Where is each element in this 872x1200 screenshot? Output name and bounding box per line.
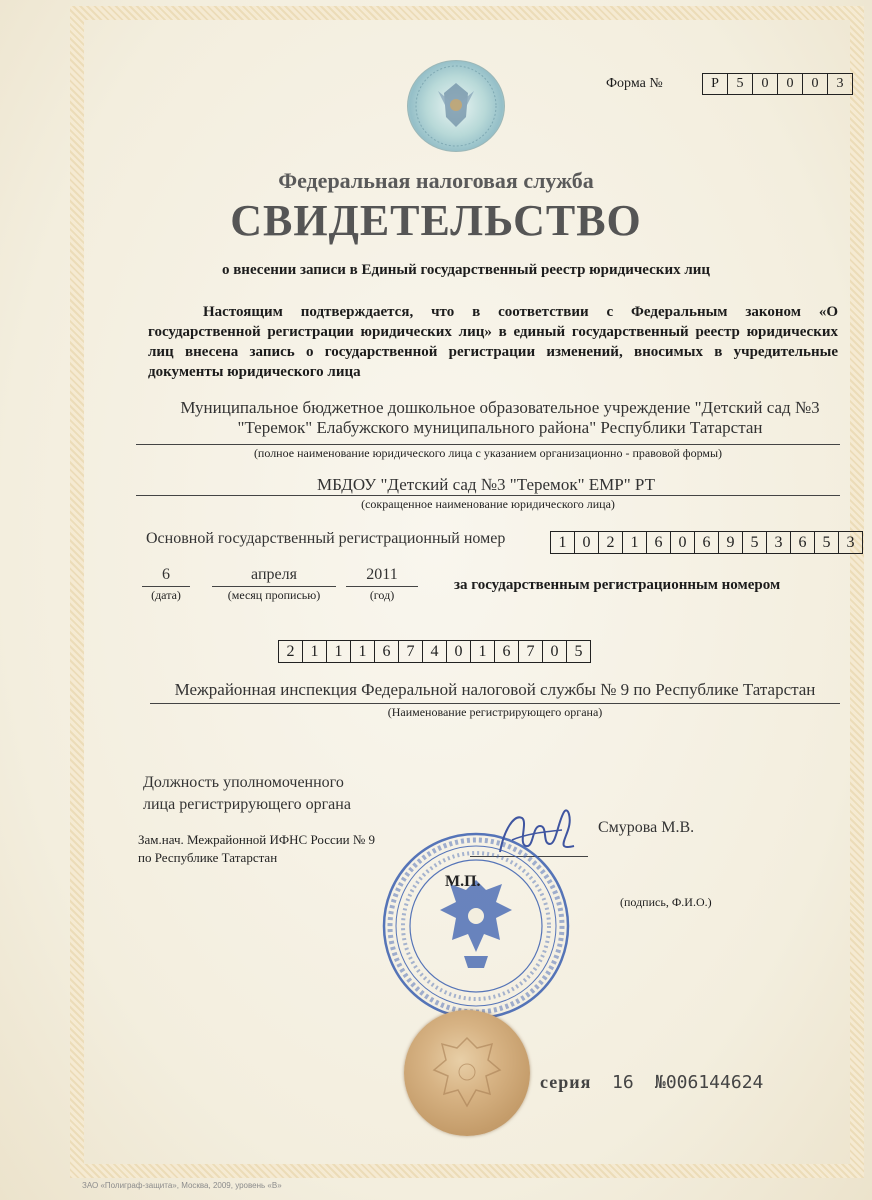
ogrn-digit: 2 — [599, 532, 623, 553]
grn-digit: 6 — [375, 641, 399, 662]
date-day: 6 — [162, 566, 170, 583]
signature-caption: (подпись, Ф.И.О.) — [620, 895, 712, 909]
grn-digit: 2 — [279, 641, 303, 662]
position-name-line1: Зам.нач. Межрайонной ИФНС России № 9 — [138, 832, 376, 847]
full-name-line2: "Теремок" Елабужского муниципального района" Республики Татарстан — [237, 418, 763, 437]
serial-number: №006144624 — [655, 1072, 764, 1093]
certification-text: Настоящим подтверждается, что в соответствии с Федеральным законом «О государственной регистрации юридических лиц» в единый государственный реестр юридических лиц внесена запись о государственной регистрации изменений, вносимых в учредительные документы юридического лица — [148, 304, 838, 380]
ogrn-digit: 6 — [791, 532, 815, 553]
serial-series: 16 — [612, 1072, 634, 1093]
form-code-char: 5 — [728, 74, 753, 94]
document-subtitle: о внесении записи в Единый государственный реестр юридических лиц — [221, 262, 711, 278]
service-name: Федеральная налоговая служба — [278, 168, 594, 193]
grn-digit: 0 — [543, 641, 567, 662]
full-name-line1: Муниципальное бюджетное дошкольное образовательное учреждение "Детский сад №3 — [180, 398, 820, 417]
ogrn-digit: 3 — [846, 533, 855, 551]
authority-caption: (Наименование регистрирующего органа) — [387, 705, 603, 719]
ogrn-digit: 6 — [695, 532, 719, 553]
date-month-caption: (месяц прописью) — [227, 588, 321, 602]
form-code-box — [702, 73, 853, 95]
signature-scribble-icon — [492, 800, 582, 870]
date-day-caption: (дата) — [151, 588, 181, 602]
full-name — [150, 398, 850, 438]
document-title: СВИДЕТЕЛЬСТВО — [230, 196, 642, 245]
date-year: 2011 — [366, 566, 398, 583]
ogrn-digit: 5 — [815, 532, 839, 553]
signer-name: Смурова М.В. — [598, 819, 695, 836]
grn-digit: 5 — [574, 642, 583, 660]
form-code-char: Р — [703, 74, 728, 94]
form-code-char: 0 — [803, 74, 828, 94]
grn-digit: 0 — [447, 641, 471, 662]
ogrn-label: Основной государственный регистрационный номер — [146, 530, 506, 547]
gold-seal-icon — [404, 1010, 530, 1136]
serial-label: серия — [540, 1072, 592, 1092]
date-month: апреля — [251, 566, 297, 583]
grn-digit: 1 — [303, 641, 327, 662]
date-year-caption: (год) — [369, 588, 395, 602]
ogrn-digit: 9 — [719, 532, 743, 553]
stamp-place-label: М.П. — [445, 873, 481, 890]
certification-paragraph — [148, 302, 838, 382]
grn-digit: 1 — [471, 641, 495, 662]
short-name-underline — [136, 495, 840, 496]
date-day-underline — [142, 586, 190, 587]
full-name-caption: (полное наименование юридического лица с указанием организационно - правовой формы) — [253, 446, 723, 460]
form-code-char: 3 — [836, 76, 844, 91]
form-code-char: 0 — [753, 74, 778, 94]
ogrn-box — [550, 531, 863, 554]
grn-digit: 7 — [399, 641, 423, 662]
date-year-underline — [346, 586, 418, 587]
printer-footer: ЗАО «Полиграф-защита», Москва, 2009, уровень «В» — [82, 1181, 282, 1190]
short-name-caption: (сокращенное наименование юридического лица) — [361, 497, 615, 511]
grn-digit: 7 — [519, 641, 543, 662]
position-title-line1: Должность уполномоченного — [143, 774, 344, 791]
ogrn-digit: 1 — [623, 532, 647, 553]
position-name — [138, 831, 375, 867]
date-month-underline — [212, 586, 336, 587]
position-name-line2: по Республике Татарстан — [138, 850, 278, 865]
full-name-underline — [136, 444, 840, 445]
ogrn-digit: 0 — [671, 532, 695, 553]
grn-digit: 6 — [495, 641, 519, 662]
ogrn-digit: 1 — [551, 532, 575, 553]
registering-authority: Межрайонная инспекция Федеральной налоговой службы № 9 по Республике Татарстан — [174, 680, 816, 699]
grn-digit: 1 — [351, 641, 375, 662]
ogrn-digit: 0 — [575, 532, 599, 553]
grn-digit: 1 — [327, 641, 351, 662]
grn-label: за государственным регистрационным номером — [454, 577, 781, 593]
form-number-label: Форма № — [606, 76, 663, 91]
grn-box — [278, 640, 591, 663]
form-code-char: 0 — [778, 74, 803, 94]
authority-underline — [150, 703, 840, 704]
short-name: МБДОУ "Детский сад №3 "Теремок" ЕМР" РТ — [317, 475, 655, 494]
ogrn-digit: 3 — [767, 532, 791, 553]
ogrn-digit: 5 — [743, 532, 767, 553]
grn-digit: 4 — [423, 641, 447, 662]
position-title-line2: лица регистрирующего органа — [143, 796, 351, 813]
ogrn-digit: 6 — [647, 532, 671, 553]
position-title — [143, 772, 351, 816]
hologram-emblem-icon — [407, 60, 505, 152]
